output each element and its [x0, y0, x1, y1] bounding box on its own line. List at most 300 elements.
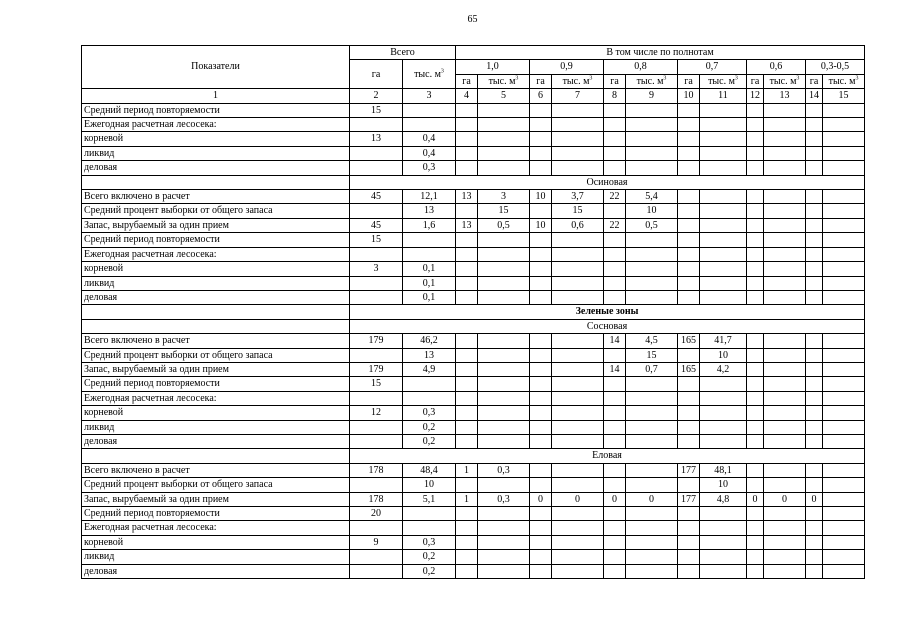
table-cell: [764, 118, 806, 132]
table-cell: 0,1: [403, 262, 456, 276]
header-unit-text: тыс. м: [636, 75, 664, 87]
table-cell: [823, 420, 865, 434]
table-cell: [678, 204, 700, 218]
table-cell: [764, 290, 806, 304]
table-cell: [700, 507, 747, 521]
row-label: деловая: [82, 290, 350, 304]
table-cell: 10: [530, 218, 552, 232]
table-body: [82, 103, 865, 578]
table-cell: [747, 406, 764, 420]
table-row: [82, 233, 865, 247]
table-cell: [678, 103, 700, 117]
header-unit-exp: 3: [589, 75, 593, 82]
table-cell: [478, 507, 530, 521]
table-cell: [678, 406, 700, 420]
table-row: [82, 535, 865, 549]
header-unit-thous: [764, 74, 806, 88]
table-cell: 4,8: [700, 492, 747, 506]
table-cell: [478, 146, 530, 160]
table-cell: [552, 161, 604, 175]
section-row: [82, 319, 865, 333]
table-row: [82, 276, 865, 290]
table-cell: [403, 247, 456, 261]
table-cell: 4,2: [700, 362, 747, 376]
table-cell: [478, 247, 530, 261]
table-cell: [700, 290, 747, 304]
row-label: корневой: [82, 535, 350, 549]
table-cell: [350, 276, 403, 290]
column-number: 14: [806, 89, 823, 103]
header-unit-exp: 3: [855, 75, 859, 82]
table-cell: 12,1: [403, 190, 456, 204]
table-cell: [806, 362, 823, 376]
table-cell: [700, 535, 747, 549]
table-cell: [403, 377, 456, 391]
row-label: Всего включено в расчет: [82, 463, 350, 477]
header-unit-ha: га: [604, 74, 626, 88]
table-cell: [456, 276, 478, 290]
table-cell: [747, 420, 764, 434]
table-cell: [456, 521, 478, 535]
table-cell: 0: [806, 492, 823, 506]
table-cell: [823, 204, 865, 218]
table-cell: [626, 146, 678, 160]
table-cell: [552, 507, 604, 521]
header-unit-exp: 3: [515, 75, 519, 82]
table-row: [82, 161, 865, 175]
table-cell: [806, 507, 823, 521]
table-cell: [456, 434, 478, 448]
header-unit-exp: 3: [796, 75, 800, 82]
table-cell: [626, 420, 678, 434]
table-cell: [478, 348, 530, 362]
header-unit-text: тыс. м: [414, 68, 441, 80]
table-cell: 48,1: [700, 463, 747, 477]
table-cell: [678, 535, 700, 549]
table-cell: 10: [700, 348, 747, 362]
table-cell: [678, 146, 700, 160]
table-cell: [678, 118, 700, 132]
table-cell: [700, 550, 747, 564]
table-cell: 1: [456, 463, 478, 477]
table-cell: [747, 348, 764, 362]
table-cell: 0,4: [403, 132, 456, 146]
table-cell: [823, 391, 865, 405]
table-cell: [403, 233, 456, 247]
table-cell: [764, 535, 806, 549]
table-cell: 165: [678, 334, 700, 348]
row-label: Средний процент выборки от общего запаса: [82, 478, 350, 492]
table-cell: 9: [350, 535, 403, 549]
table-cell: 0: [764, 492, 806, 506]
table-cell: [823, 463, 865, 477]
table-cell: 179: [350, 334, 403, 348]
table-cell: [626, 391, 678, 405]
column-number: 10: [678, 89, 700, 103]
table-cell: [350, 204, 403, 218]
table-cell: [700, 262, 747, 276]
table-cell: [678, 247, 700, 261]
table-cell: 45: [350, 218, 403, 232]
table-cell: [604, 247, 626, 261]
table-cell: 0,1: [403, 276, 456, 290]
table-cell: 13: [456, 190, 478, 204]
table-cell: [350, 161, 403, 175]
table-cell: [478, 118, 530, 132]
table-cell: [530, 132, 552, 146]
table-cell: [764, 478, 806, 492]
table-cell: [764, 564, 806, 578]
table-cell: 0: [552, 492, 604, 506]
table-cell: [530, 434, 552, 448]
table-cell: [700, 406, 747, 420]
table-cell: [678, 190, 700, 204]
table-cell: [626, 276, 678, 290]
header-unit-thous: [552, 74, 604, 88]
table-cell: [823, 507, 865, 521]
table-cell: [764, 362, 806, 376]
table-cell: 0,3: [478, 492, 530, 506]
row-label: Средний период повторяемости: [82, 103, 350, 117]
table-cell: [478, 377, 530, 391]
table-cell: [530, 247, 552, 261]
table-cell: 3: [478, 190, 530, 204]
table-cell: 0,2: [403, 420, 456, 434]
table-cell: [552, 406, 604, 420]
table-cell: 10: [626, 204, 678, 218]
table-cell: 0,5: [626, 218, 678, 232]
header-density: 0,3-0,5: [806, 60, 865, 74]
table-cell: [403, 118, 456, 132]
table-cell: [700, 434, 747, 448]
table-cell: 10: [530, 190, 552, 204]
table-cell: [823, 161, 865, 175]
table-cell: 14: [604, 362, 626, 376]
table-cell: [806, 204, 823, 218]
page-number: 65: [467, 14, 478, 25]
table-cell: [823, 218, 865, 232]
table-cell: [700, 103, 747, 117]
table-cell: [764, 521, 806, 535]
table-cell: [764, 262, 806, 276]
table-cell: [604, 377, 626, 391]
section-spacer: [82, 175, 350, 189]
column-number: 4: [456, 89, 478, 103]
section-title: Еловая: [350, 449, 865, 463]
header-unit-ha: га: [806, 74, 823, 88]
table-cell: 4,5: [626, 334, 678, 348]
table-cell: [626, 233, 678, 247]
header-unit-exp: 3: [663, 75, 667, 82]
row-label: деловая: [82, 564, 350, 578]
table-cell: 22: [604, 218, 626, 232]
table-cell: 1,6: [403, 218, 456, 232]
table-cell: [823, 535, 865, 549]
row-label: Запас, вырубаемый за один прием: [82, 362, 350, 376]
table-cell: [530, 391, 552, 405]
table-cell: [530, 463, 552, 477]
table-cell: [350, 348, 403, 362]
table-cell: 0: [530, 492, 552, 506]
row-label: Всего включено в расчет: [82, 190, 350, 204]
table-cell: [530, 204, 552, 218]
table-cell: [478, 262, 530, 276]
header-unit-ha: га: [678, 74, 700, 88]
table-cell: [823, 377, 865, 391]
table-cell: [806, 132, 823, 146]
table-cell: 3,7: [552, 190, 604, 204]
table-cell: [604, 521, 626, 535]
table-cell: 0: [626, 492, 678, 506]
row-label: деловая: [82, 161, 350, 175]
table-row: [82, 391, 865, 405]
header-unit-text: тыс. м: [828, 75, 856, 87]
table-row: [82, 550, 865, 564]
table-cell: [823, 247, 865, 261]
table-cell: [552, 118, 604, 132]
table-row: [82, 247, 865, 261]
table-cell: [456, 406, 478, 420]
table-cell: [678, 348, 700, 362]
table-cell: [552, 521, 604, 535]
row-label: Ежегодная расчетная лесосека:: [82, 521, 350, 535]
table-cell: [806, 348, 823, 362]
table-cell: [456, 362, 478, 376]
table-cell: [604, 550, 626, 564]
table-header: [82, 46, 865, 104]
table-cell: [626, 564, 678, 578]
header-total: Всего: [350, 46, 456, 60]
table-cell: [747, 233, 764, 247]
table-cell: [552, 535, 604, 549]
section-spacer: [82, 319, 350, 333]
header-unit-exp: 3: [734, 75, 738, 82]
table-cell: [604, 348, 626, 362]
table-cell: [478, 391, 530, 405]
table-cell: [478, 276, 530, 290]
table-cell: [456, 391, 478, 405]
table-cell: [678, 550, 700, 564]
table-cell: 0,2: [403, 564, 456, 578]
table-cell: [764, 420, 806, 434]
section-spacer: [82, 449, 350, 463]
table-cell: [678, 132, 700, 146]
table-cell: [700, 377, 747, 391]
table-cell: [530, 564, 552, 578]
table-cell: [604, 161, 626, 175]
table-cell: [403, 103, 456, 117]
table-cell: 13: [403, 204, 456, 218]
table-cell: [478, 406, 530, 420]
table-cell: 0: [747, 492, 764, 506]
table-cell: [478, 290, 530, 304]
table-cell: 41,7: [700, 334, 747, 348]
table-cell: [530, 507, 552, 521]
table-cell: [823, 146, 865, 160]
table-cell: [678, 507, 700, 521]
table-cell: [456, 535, 478, 549]
table-cell: [552, 348, 604, 362]
table-cell: [626, 262, 678, 276]
row-label: Ежегодная расчетная лесосека:: [82, 247, 350, 261]
table-cell: [626, 118, 678, 132]
row-label: корневой: [82, 132, 350, 146]
table-cell: [678, 564, 700, 578]
table-cell: [350, 564, 403, 578]
table-cell: 48,4: [403, 463, 456, 477]
table-cell: [530, 262, 552, 276]
table-cell: [700, 132, 747, 146]
table-cell: [700, 233, 747, 247]
table-cell: [552, 103, 604, 117]
table-cell: [604, 146, 626, 160]
table-cell: [823, 434, 865, 448]
table-cell: [478, 161, 530, 175]
table-cell: [530, 535, 552, 549]
table-cell: [747, 118, 764, 132]
row-label: ликвид: [82, 276, 350, 290]
table-cell: [626, 290, 678, 304]
table-row: [82, 118, 865, 132]
table-cell: [456, 132, 478, 146]
table-cell: [806, 103, 823, 117]
row-label: Средний процент выборки от общего запаса: [82, 204, 350, 218]
table-cell: [806, 463, 823, 477]
table-cell: 0,5: [478, 218, 530, 232]
table-cell: [700, 118, 747, 132]
table-cell: [678, 521, 700, 535]
table-cell: [456, 290, 478, 304]
table-row: [82, 420, 865, 434]
table-cell: [530, 348, 552, 362]
table-cell: [806, 190, 823, 204]
table-row: [82, 290, 865, 304]
table-cell: [626, 103, 678, 117]
table-cell: [806, 420, 823, 434]
table-cell: [604, 103, 626, 117]
table-cell: [552, 132, 604, 146]
table-cell: [456, 550, 478, 564]
table-cell: [456, 118, 478, 132]
table-cell: 178: [350, 492, 403, 506]
header-total-ha: га: [350, 60, 403, 89]
table-cell: [747, 362, 764, 376]
table-cell: [456, 247, 478, 261]
table-cell: [823, 406, 865, 420]
table-cell: [604, 406, 626, 420]
table-cell: [552, 334, 604, 348]
table-cell: [700, 276, 747, 290]
column-number: 5: [478, 89, 530, 103]
table-cell: 0,3: [403, 406, 456, 420]
table-cell: [604, 391, 626, 405]
table-cell: [747, 262, 764, 276]
table-cell: [350, 146, 403, 160]
table-cell: [764, 406, 806, 420]
table-cell: [530, 521, 552, 535]
table-cell: [806, 550, 823, 564]
table-cell: [478, 420, 530, 434]
table-cell: [552, 564, 604, 578]
table-cell: 15: [552, 204, 604, 218]
table-cell: [403, 507, 456, 521]
table-cell: [403, 391, 456, 405]
table-cell: [700, 161, 747, 175]
table-cell: 177: [678, 463, 700, 477]
table-cell: [552, 434, 604, 448]
table-cell: 5,1: [403, 492, 456, 506]
table-row: [82, 377, 865, 391]
table-row: [82, 262, 865, 276]
column-number: 13: [764, 89, 806, 103]
row-label: Ежегодная расчетная лесосека:: [82, 391, 350, 405]
table-cell: [747, 521, 764, 535]
table-cell: [700, 204, 747, 218]
table-cell: 0,3: [403, 161, 456, 175]
table-cell: [806, 118, 823, 132]
table-cell: [747, 507, 764, 521]
table-cell: [806, 161, 823, 175]
table-row: [82, 204, 865, 218]
table-cell: [626, 463, 678, 477]
table-cell: 20: [350, 507, 403, 521]
table-cell: [764, 377, 806, 391]
table-cell: [552, 262, 604, 276]
table-cell: 0,4: [403, 146, 456, 160]
table-cell: [456, 262, 478, 276]
row-label: Средний период повторяемости: [82, 377, 350, 391]
table-cell: 1: [456, 492, 478, 506]
table-cell: [456, 103, 478, 117]
table-cell: [552, 420, 604, 434]
table-cell: [764, 190, 806, 204]
header-unit-thous: [626, 74, 678, 88]
column-number: 8: [604, 89, 626, 103]
table-cell: [823, 132, 865, 146]
table-cell: [764, 391, 806, 405]
table-cell: [823, 521, 865, 535]
table-cell: [552, 463, 604, 477]
row-label: ликвид: [82, 420, 350, 434]
table-cell: [678, 161, 700, 175]
table-cell: [530, 103, 552, 117]
section-spacer: [82, 305, 350, 319]
table-cell: [806, 521, 823, 535]
row-label: ликвид: [82, 550, 350, 564]
table-cell: [626, 535, 678, 549]
header-unit-thous: [700, 74, 747, 88]
table-cell: [604, 535, 626, 549]
column-number: 9: [626, 89, 678, 103]
table-cell: [700, 190, 747, 204]
table-cell: [823, 550, 865, 564]
table-cell: [747, 377, 764, 391]
table-cell: [478, 132, 530, 146]
table-cell: [456, 348, 478, 362]
table-cell: [764, 463, 806, 477]
section-title: Зеленые зоны: [350, 305, 865, 319]
table-cell: [700, 420, 747, 434]
header-density: 0,6: [747, 60, 806, 74]
table-cell: [678, 391, 700, 405]
table-cell: [747, 276, 764, 290]
table-row: [82, 190, 865, 204]
table-cell: [478, 478, 530, 492]
row-label: Средний период повторяемости: [82, 233, 350, 247]
table-cell: [604, 233, 626, 247]
column-number: 15: [823, 89, 865, 103]
table-cell: [747, 334, 764, 348]
